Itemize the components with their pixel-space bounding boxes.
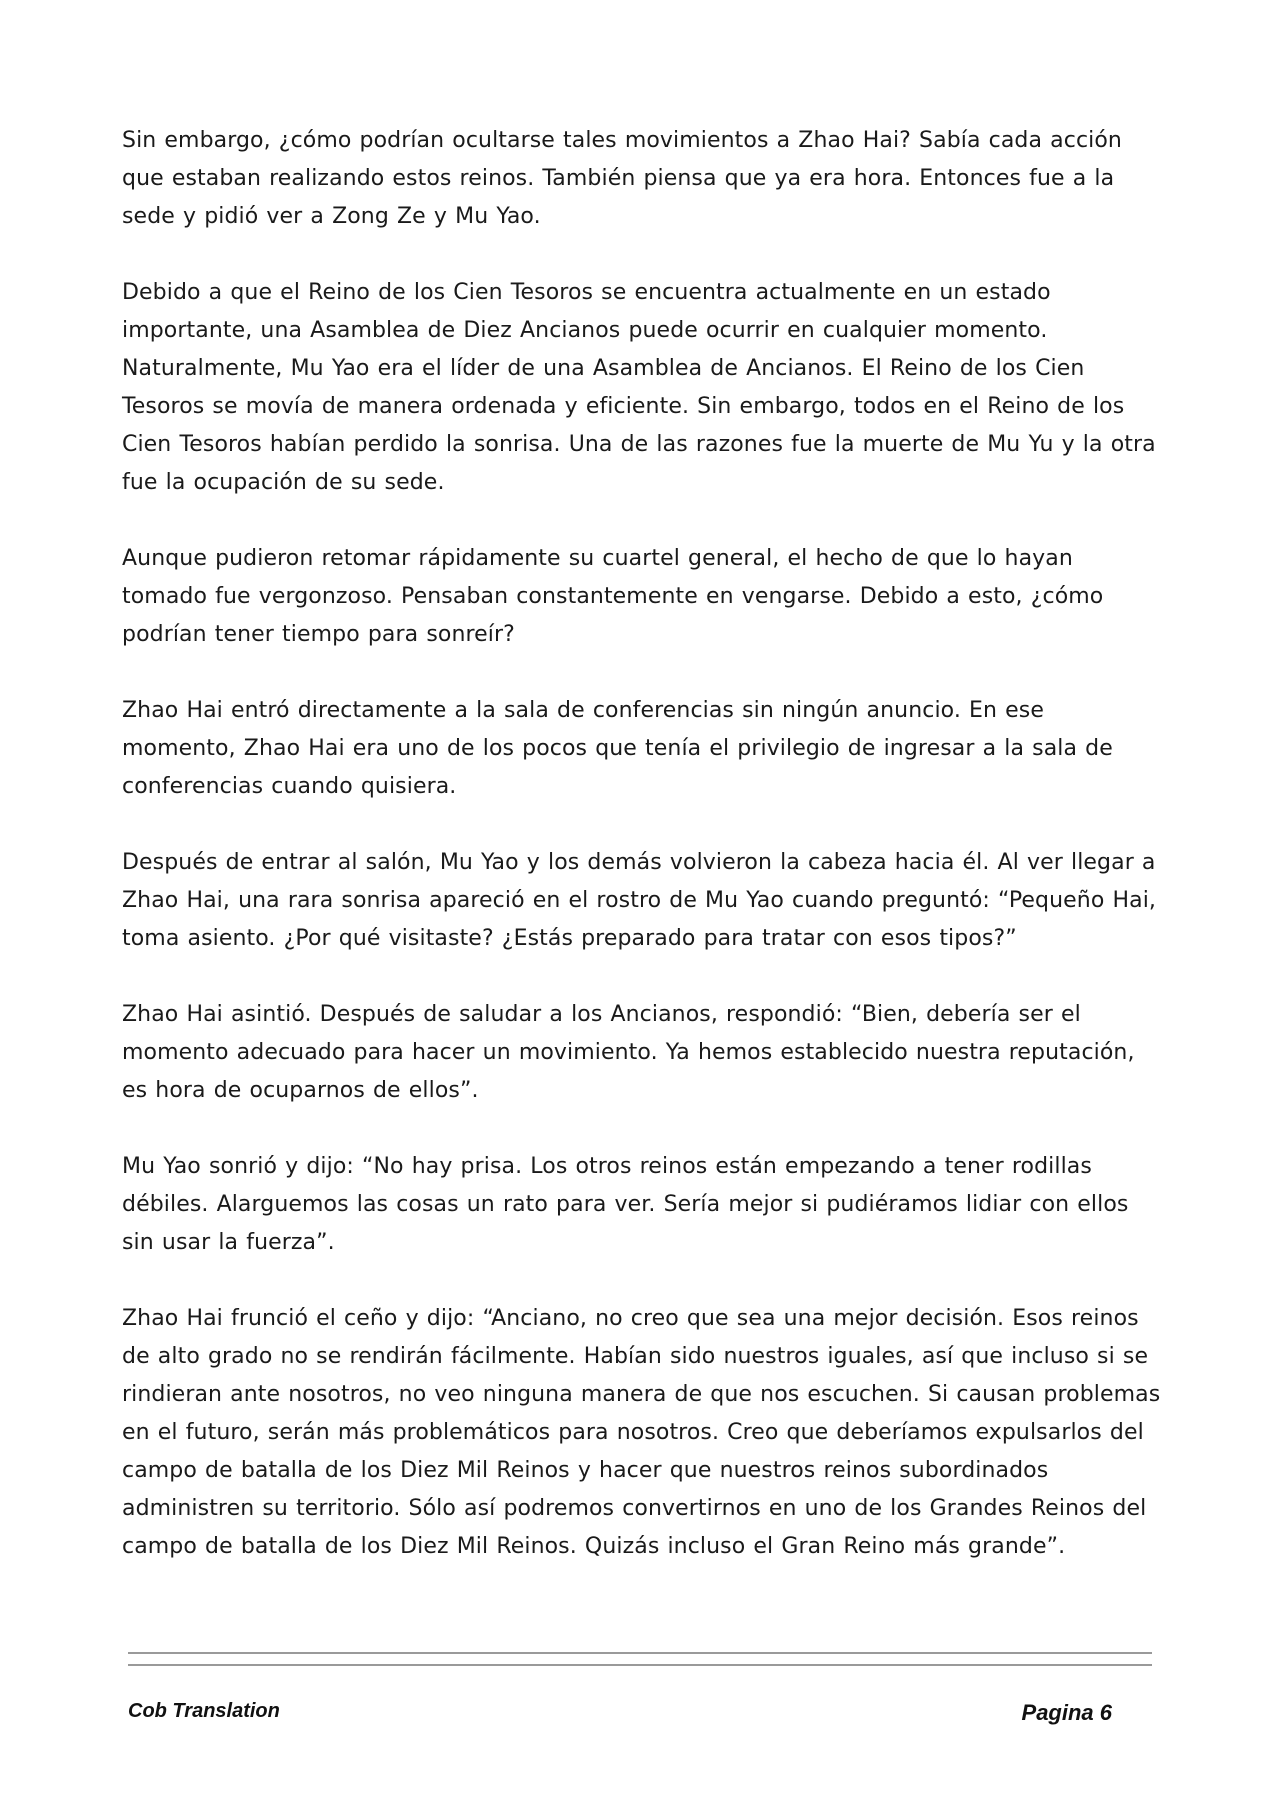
footer-divider <box>128 1664 1152 1666</box>
paragraph: Aunque pudieron retomar rápidamente su cuartel general, el hecho de que lo hayan tomado fue vergonzoso. Pensaban constantemente en vengarse. Debido a esto, ¿cómo podrían tener tiempo para sonreír? <box>122 546 1104 647</box>
paragraph: Después de entrar al salón, Mu Yao y los demás volvieron la cabeza hacia él. Al ver llegar a Zhao Hai, una rara sonrisa apareció en el rostro de Mu Yao cuando preguntó: “Pequeño Hai, toma asiento. ¿Por qué visitaste? ¿Estás preparado para tratar con esos tipos?” <box>122 850 1157 951</box>
document-body <box>122 122 1162 1604</box>
paragraph: Zhao Hai asintió. Después de saludar a los Ancianos, respondió: “Bien, debería ser el momento adecuado para hacer un movimiento. Ya hemos establecido nuestra reputación, es hora de ocuparnos de ellos”. <box>122 1002 1135 1103</box>
paragraph: Debido a que el Reino de los Cien Tesoros se encuentra actualmente en un estado importante, una Asamblea de Diez Ancianos puede ocurrir en cualquier momento. Naturalmente, Mu Yao era el líder de una Asamblea de Ancianos. El Reino de los Cien Tesoros se movía de manera ordenada y eficiente. Sin embargo, todos en el Reino de los Cien Tesoros habían perdido la sonrisa. Una de las razones fue la muerte de Mu Yu y la otra fue la ocupación de su sede. <box>122 280 1156 495</box>
footer-translator-credit: Cob Translation <box>128 1700 280 1722</box>
footer-divider <box>128 1652 1152 1654</box>
paragraph: Mu Yao sonrió y dijo: “No hay prisa. Los otros reinos están empezando a tener rodillas débiles. Alarguemos las cosas un rato para ver. Sería mejor si pudiéramos lidiar con ellos sin usar la fuerza”. <box>122 1154 1129 1255</box>
footer-page-number: Pagina 6 <box>1021 1700 1112 1725</box>
paragraph: Zhao Hai entró directamente a la sala de conferencias sin ningún anuncio. En ese momento, Zhao Hai era uno de los pocos que tenía el privilegio de ingresar a la sala de conferencias cuando quisiera. <box>122 698 1113 799</box>
paragraph: Zhao Hai frunció el ceño y dijo: “Anciano, no creo que sea una mejor decisión. Esos reinos de alto grado no se rendirán fácilmente. Habían sido nuestros iguales, así que incluso si se rindieran ante nosotros, no veo ninguna manera de que nos escuchen. Si causan problemas en el futuro, serán más problemáticos para nosotros. Creo que deberíamos expulsarlos del campo de batalla de los Diez Mil Reinos y hacer que nuestros reinos subordinados administren su territorio. Sólo así podremos convertirnos en uno de los Grandes Reinos del campo de batalla de los Diez Mil Reinos. Quizás incluso el Gran Reino más grande”. <box>122 1306 1161 1559</box>
paragraph: Sin embargo, ¿cómo podrían ocultarse tales movimientos a Zhao Hai? Sabía cada acción que estaban realizando estos reinos. También piensa que ya era hora. Entonces fue a la sede y pidió ver a Zong Ze y Mu Yao. <box>122 128 1122 229</box>
